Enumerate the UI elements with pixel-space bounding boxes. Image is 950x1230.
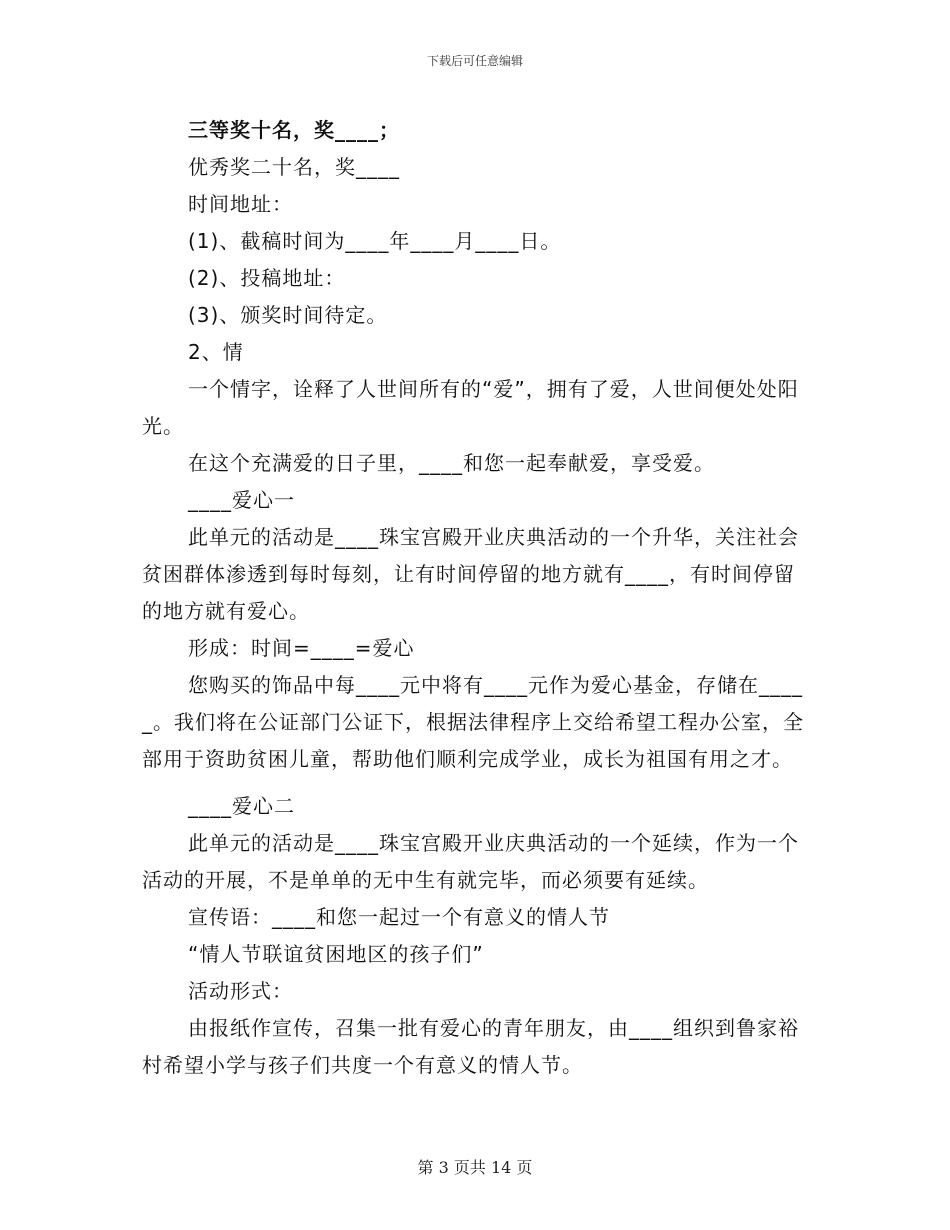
paragraph-deadline: (1)、截稿时间为____年____月____日。 <box>188 229 562 253</box>
paragraph-love-intro: 一个情字，诠释了人世间所有的“爱”，拥有了爱，人世间便处处阳光。 <box>142 377 799 438</box>
paragraph-activity-form: 活动形式： <box>188 979 293 1003</box>
paragraph-unit-two: 此单元的活动是____珠宝宫殿开业庆典活动的一个延续，作为一个活动的开展，不是单单的无中生有就完毕，而必须要有延续。 <box>142 831 799 892</box>
paragraph-unit-one: 此单元的活动是____珠宝宫殿开业庆典活动的一个升华，关注社会贫困群体渗透到每时每刻，让有时间停留的地方就有____，有时间停留的地方就有爱心。 <box>142 525 799 623</box>
paragraph-excellence-prize: 优秀奖二十名，奖____ <box>188 155 400 179</box>
paragraph-third-prize: 三等奖十名，奖____； <box>188 118 400 142</box>
paragraph-time-address: 时间地址： <box>188 192 293 216</box>
page-footer: 第 3 页共 14 页 <box>417 1158 533 1177</box>
paragraph-love-day: 在这个充满爱的日子里，____和您一起奉献爱，享受爱。 <box>188 451 715 475</box>
paragraph-formation: 形成：时间=____=爱心 <box>188 636 415 660</box>
document-body <box>142 112 806 1084</box>
page-header: 下载后可任意编辑 <box>426 54 523 68</box>
paragraph-submit-address: (2)、投稿地址： <box>188 266 346 290</box>
section-heading-love-two: ____爱心二 <box>188 794 295 818</box>
section-heading-love-one: ____爱心一 <box>188 488 295 512</box>
paragraph-activity-detail: 由报纸作宣传，召集一批有爱心的青年朋友，由____组织到鲁家裕村希望小学与孩子们共度一个有意义的情人节。 <box>142 1016 799 1077</box>
section-heading-love: 2、情 <box>188 340 244 364</box>
paragraph-fund: 您购买的饰品中每____元中将有____元作为爱心基金，存储在_____。我们将在公证部门公证下，根据法律程序上交给希望工程办公室，全部用于资助贫困儿童，帮助他们顺利完成学业，成长为祖国有用之才。 <box>142 673 804 771</box>
paragraph-award-time: (3)、颁奖时间待定。 <box>188 303 388 327</box>
paragraph-slogan: 宣传语：____和您一起过一个有意义的情人节 <box>188 905 610 929</box>
paragraph-slogan-quote: “情人节联谊贫困地区的孩子们” <box>188 942 484 966</box>
